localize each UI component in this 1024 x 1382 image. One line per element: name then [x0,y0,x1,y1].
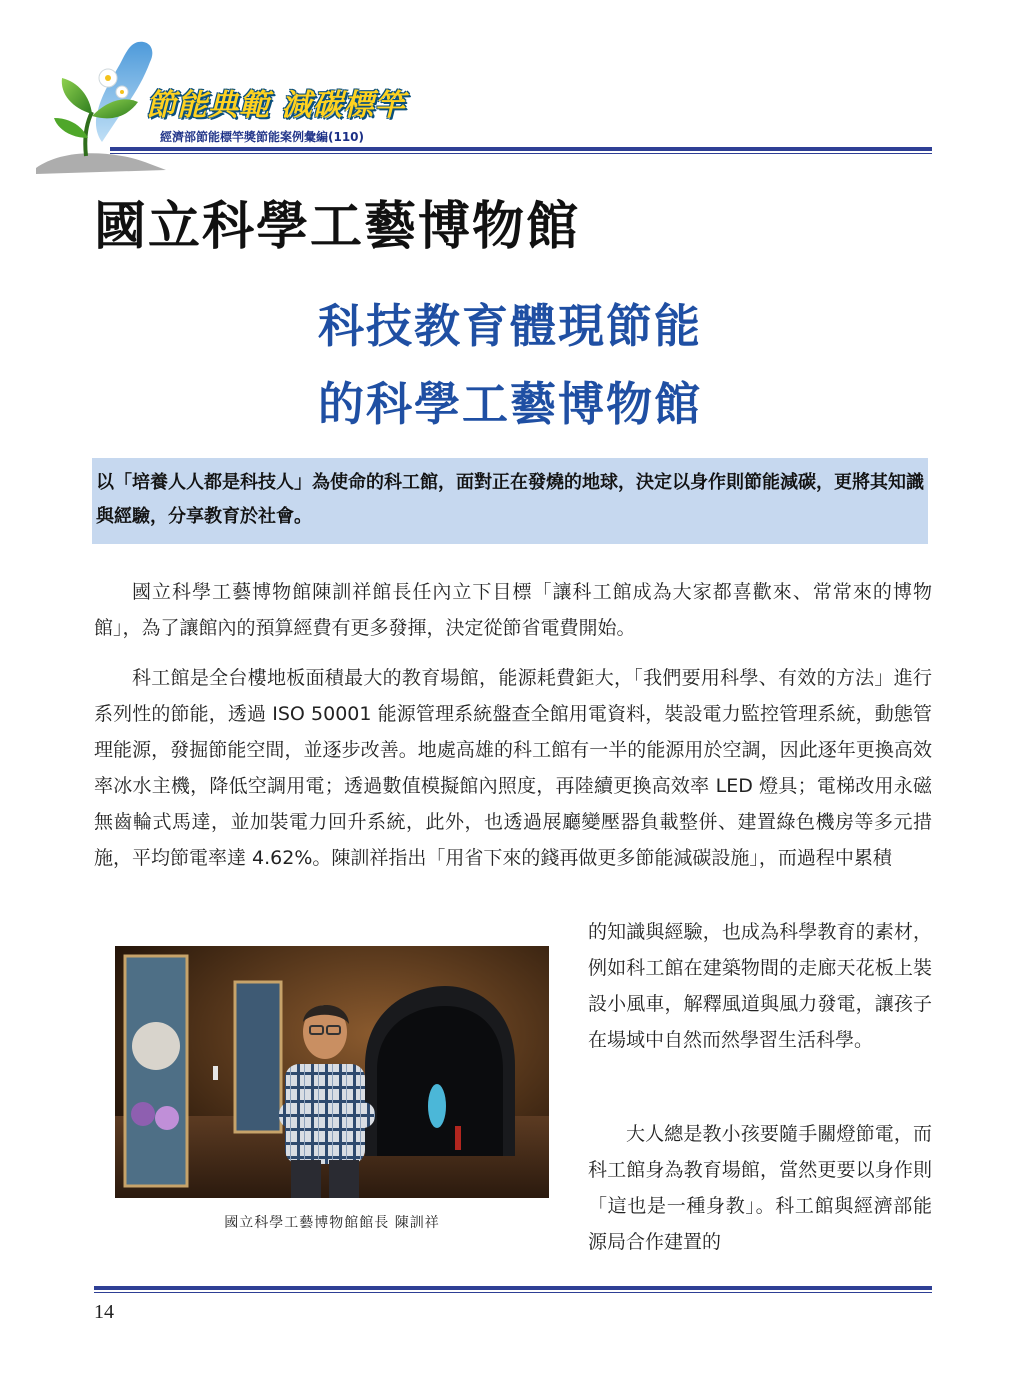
paragraph-2: 科工館是全台樓地板面積最大的教育場館，能源耗費鉅大，「我們要用科學、有效的方法」進行系列性的節能，透過 ISO 50001 能源管理系統盤查全館用電資料，裝設電力監控管理系統，動態管理能源，發掘節能空間，並逐步改善。地處高雄的科工館有一半的能源用於空調，因此逐年更換高效率冰水主機，降低空調用電；透過數值模擬館內照度，再陸續更換高效率 LED 燈具；電梯改用永磁無齒輪式馬達，並加裝電力回升系統，此外，也透過展廳變壓器負載整併、建置綠色機房等多元措施，平均節電率達 4.62%。陳訓祥指出「用省下來的錢再做更多節能減碳設施」，而過程中累積 [94,667,932,869]
article-title-line-1: 科技教育體現節能 [318,299,702,353]
page-number: 14 [94,1301,114,1323]
photo-caption: 國立科學工藝博物館館長 陳訓祥 [224,1215,440,1231]
lead-summary: 以「培養人人都是科技人」為使命的科工館，面對正在發燒的地球，決定以身作則節能減碳，更將其知識與經驗，分享教育於社會。 [92,458,928,544]
paragraph-1: 國立科學工藝博物館陳訓祥館長任內立下目標「讓科工館成為大家都喜歡來、常常來的博物館」，為了讓館內的預算經費有更多發揮，決定從節省電費開始。 [94,581,932,639]
article-title-line-2: 的科學工藝博物館 [318,377,702,431]
paragraph-3: 大人總是教小孩要隨手關燈節電，而科工館身為教育場館，當然更要以身作則「這也是一種身教」。科工館與經濟部能源局合作建置的 [588,1123,932,1253]
paragraph-2-continued: 的知識與經驗，也成為科學教育的素材，例如科工館在建築物間的走廊天花板上裝設小風車，解釋風道與風力發電，讓孩子在場域中自然而然學習生活科學。 [588,921,932,1051]
header-rule-thin [110,153,932,154]
director-portrait-photo [115,946,549,1198]
brand-title: 節能典範 減碳標竿 [146,88,406,123]
brand-subtitle: 經濟部節能標竿獎節能案例彙編(110) [160,130,365,144]
footer-rule [94,1286,932,1290]
header-rule [110,147,932,151]
organization-title: 國立科學工藝博物館 [94,197,581,257]
footer-rule-thin [94,1292,932,1293]
